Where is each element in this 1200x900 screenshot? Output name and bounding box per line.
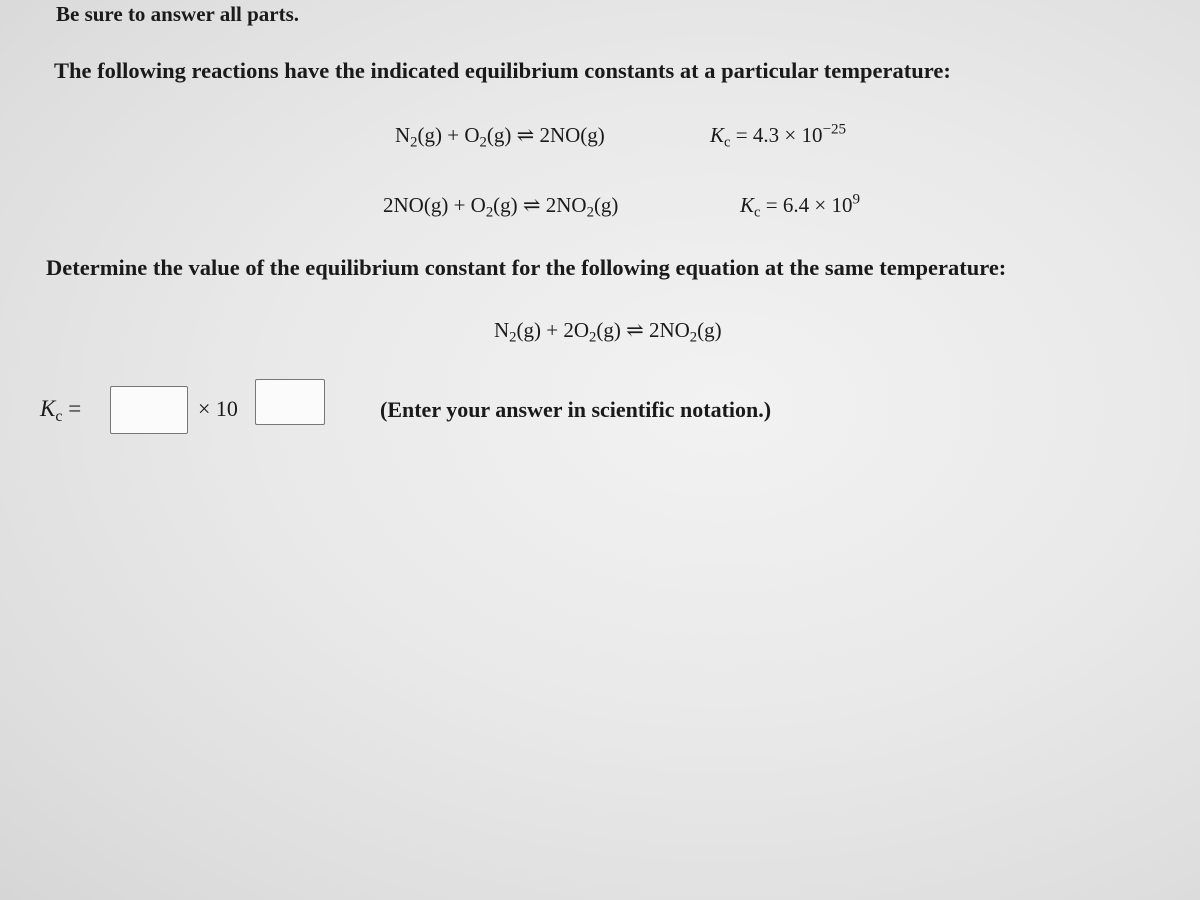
question-text: Determine the value of the equilibrium constant for the following equation at the same temperature: (46, 255, 1007, 280)
mantissa-input[interactable] (110, 386, 188, 434)
answer-kc-subscript: c (55, 407, 63, 425)
reaction-2-equation (383, 193, 619, 221)
target-n2: N (494, 318, 510, 342)
reaction-1-equation (395, 123, 605, 151)
reaction-1-kc-symbol: K (710, 123, 725, 147)
reaction-1-o2-subscript: 2 (479, 134, 487, 151)
target-no2-subscript: 2 (689, 329, 698, 346)
reaction-2-kc (740, 191, 861, 221)
reaction-2-o2-subscript: 2 (485, 204, 494, 221)
target-state: (g) (697, 318, 722, 342)
instructions-text: Be sure to answer all parts. (56, 2, 300, 26)
reaction-2-reactants: 2NO(g) + O (383, 193, 486, 217)
reaction-1-n2: N (395, 123, 411, 147)
reaction-2-state: (g) (593, 193, 619, 217)
reaction-1-kc-subscript: c (724, 134, 731, 151)
answer-kc-symbol: K (40, 396, 56, 421)
reaction-1-kc (710, 121, 847, 151)
answer-kc-label (40, 396, 82, 425)
reaction-1-kc-exponent: −25 (822, 121, 847, 138)
target-products: (g) ⇌ 2NO (596, 318, 690, 342)
reaction-2-products: (g) ⇌ 2NO (493, 193, 587, 217)
target-o2-subscript: 2 (589, 329, 597, 346)
reaction-1-n2-subscript: 2 (410, 134, 418, 151)
reaction-1-kc-value: = 4.3 × 10 (730, 123, 823, 147)
reaction-2-kc-symbol: K (740, 193, 755, 217)
answer-equals: = (62, 396, 82, 421)
reaction-1-products: (g) ⇌ 2NO(g) (486, 123, 605, 147)
target-n2-subscript: 2 (509, 329, 517, 346)
times-ten-label: × 10 (198, 396, 238, 421)
reaction-2-kc-subscript: c (754, 204, 761, 221)
target-plus-o2: (g) + 2O (516, 318, 590, 342)
reaction-2-kc-value: = 6.4 × 10 (760, 193, 853, 217)
exponent-input[interactable] (255, 379, 325, 425)
target-reaction-equation (494, 318, 722, 346)
reaction-2-kc-exponent: 9 (852, 191, 861, 208)
scientific-notation-note: (Enter your answer in scientific notation.) (380, 397, 772, 422)
reaction-1-plus-o2: (g) + O (417, 123, 480, 147)
problem-intro: The following reactions have the indicated equilibrium constants at a particular temperature: (54, 58, 951, 83)
reaction-2-no2-subscript: 2 (586, 204, 594, 221)
